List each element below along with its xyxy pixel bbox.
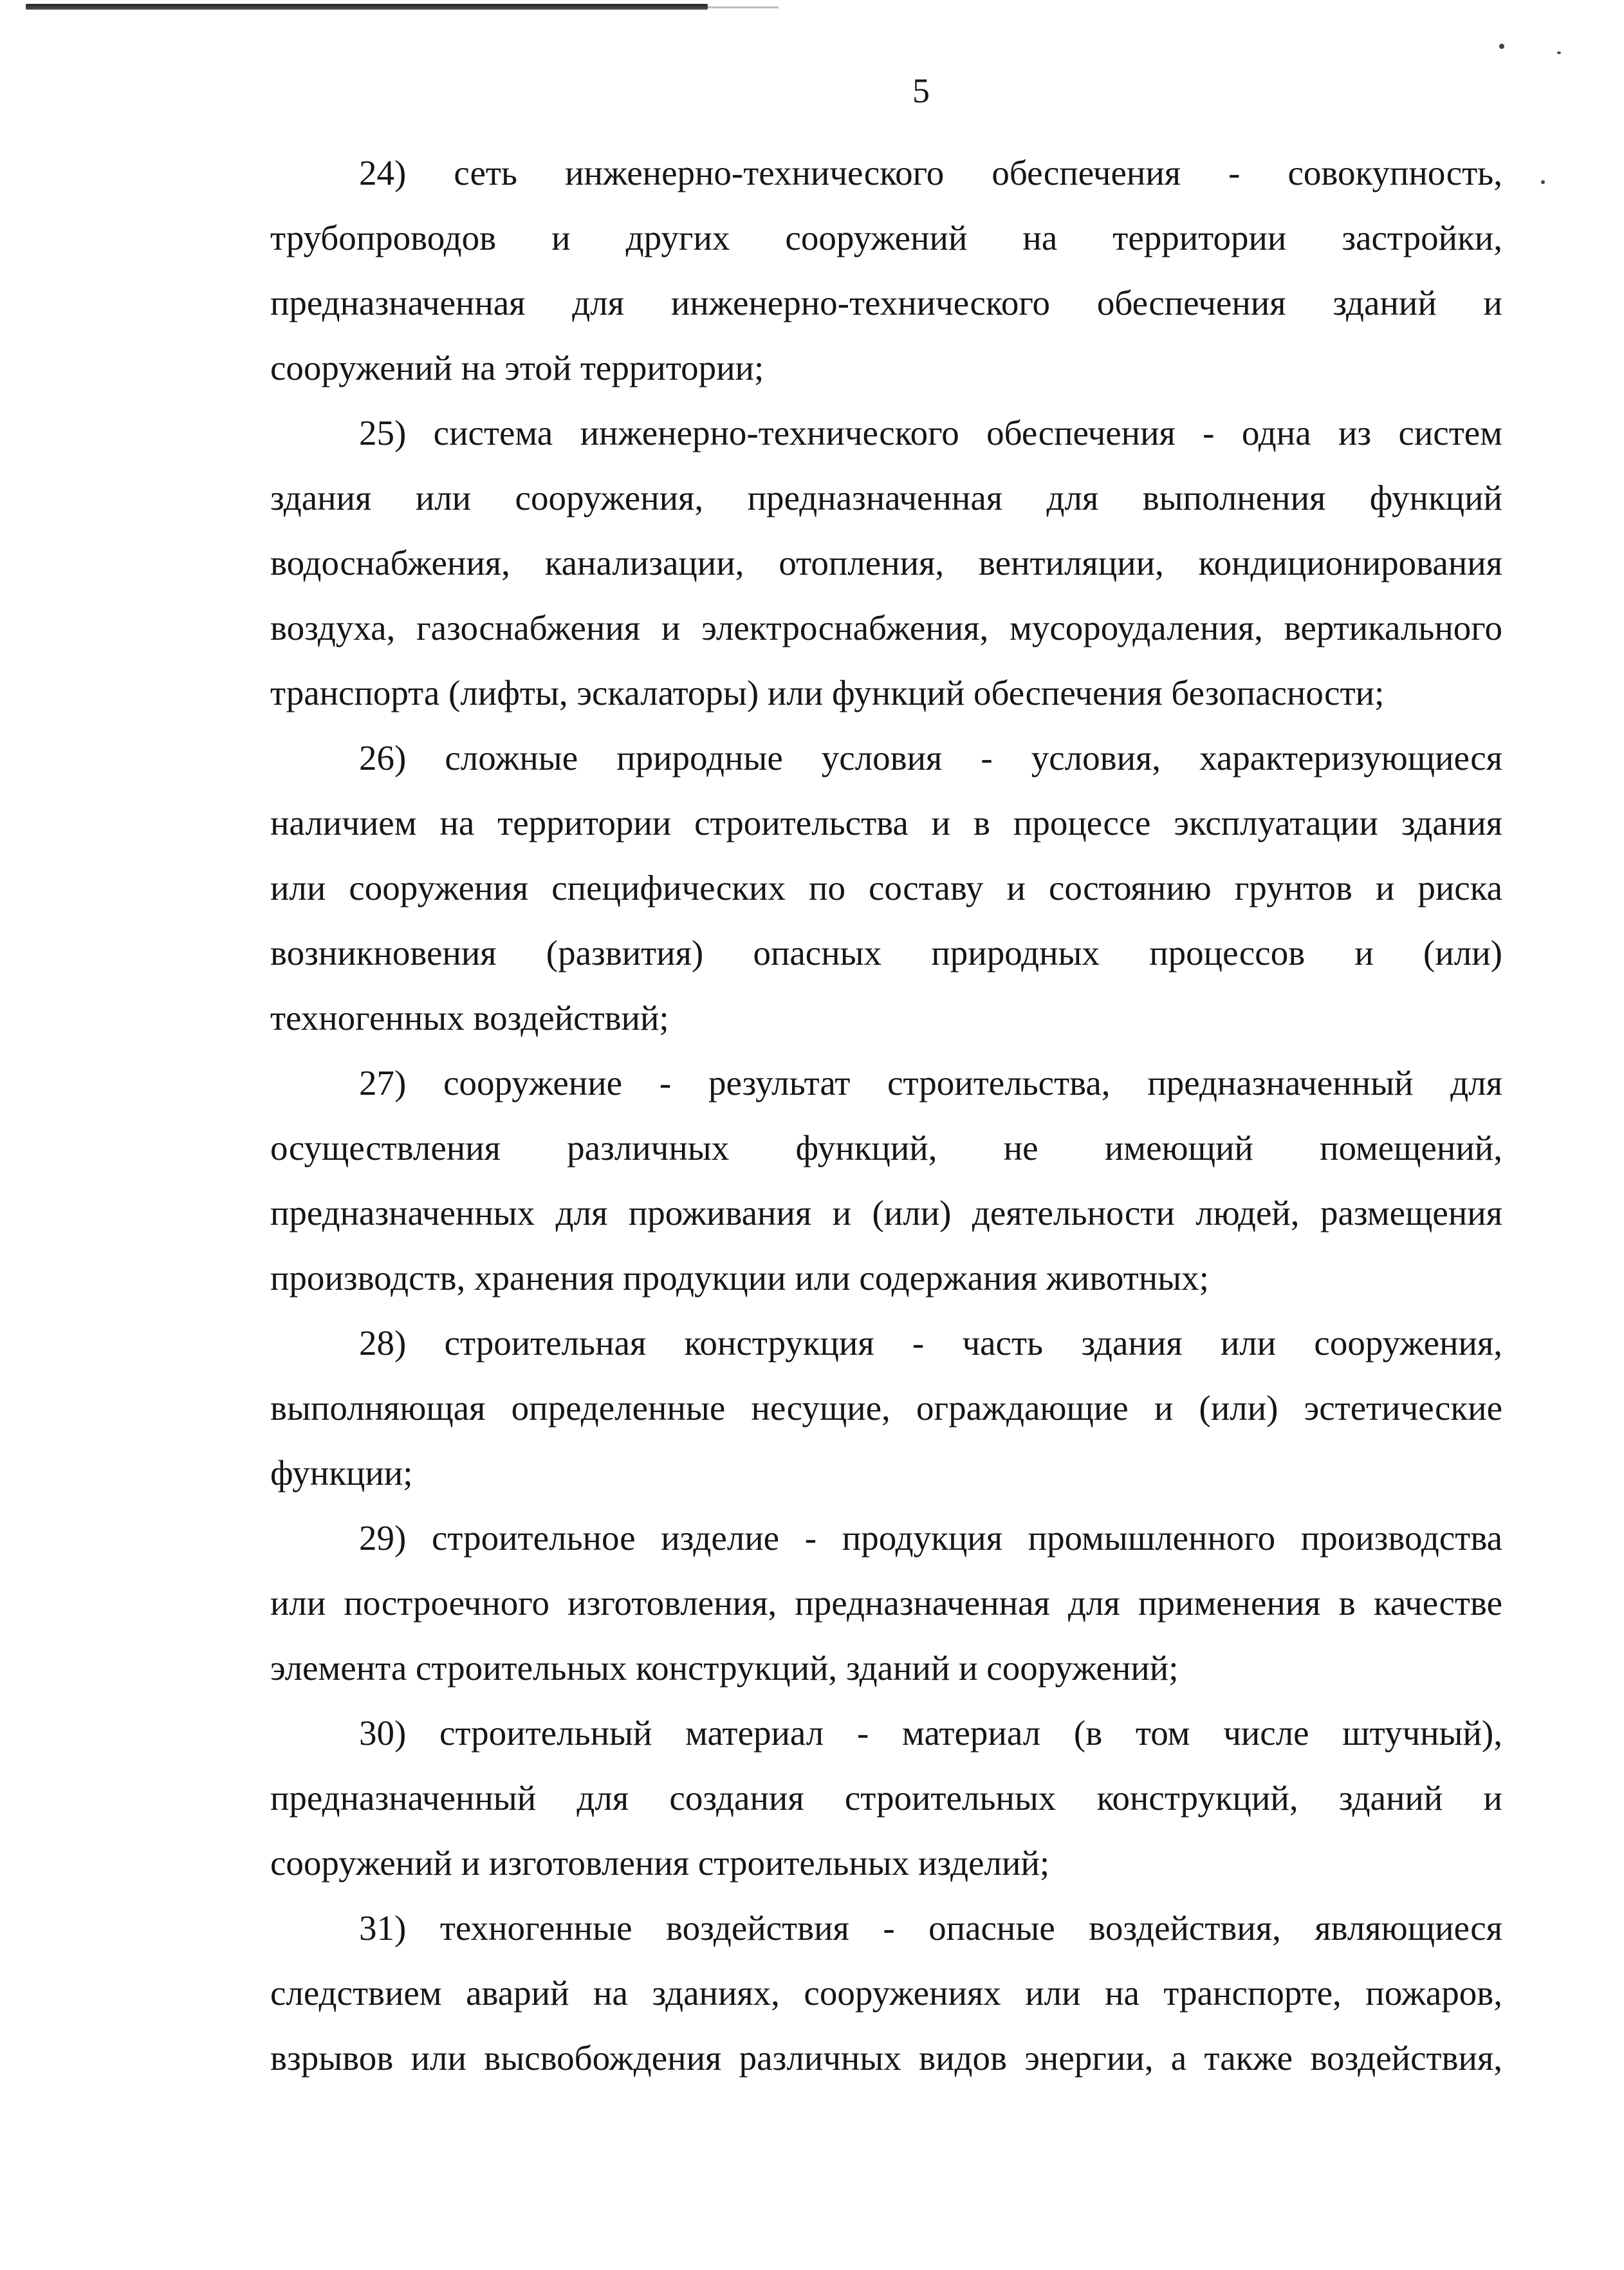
text-line: 28) строительная конструкция - часть здания или сооружения, xyxy=(359,1323,1502,1363)
text-line: транспорта (лифты, эскалаторы) или функций обеспечения безопасности; xyxy=(270,673,1385,712)
text-line: 29) строительное изделие - продукция промышленного производства xyxy=(359,1518,1502,1558)
scan-speck xyxy=(1499,44,1504,49)
text-line: взрывов или высвобождения различных видов энергии, а также воздействия, xyxy=(270,2038,1502,2078)
text-line: сооружений на этой территории; xyxy=(270,348,764,387)
text-line: или сооружения специфических по составу и состоянию грунтов и риска xyxy=(270,868,1502,907)
text-line: функции; xyxy=(270,1453,413,1493)
paragraph xyxy=(270,1050,1502,1310)
scan-speck xyxy=(1541,180,1545,184)
text-line: 26) сложные природные условия - условия, характеризующиеся xyxy=(359,738,1502,777)
text-line: сооружений и изготовления строительных изделий; xyxy=(270,1843,1050,1883)
paragraph xyxy=(270,1895,1502,2090)
paragraph xyxy=(270,1700,1502,1895)
text-line: производств, хранения продукции или содержания животных; xyxy=(270,1258,1209,1298)
scan-edge-rule xyxy=(26,4,708,10)
text-line: или построечного изготовления, предназначенная для применения в качестве xyxy=(270,1583,1502,1623)
text-line: наличием на территории строительства и в процессе эксплуатации здания xyxy=(270,803,1502,842)
paragraph xyxy=(270,400,1502,725)
text-line: 30) строительный материал - материал (в том числе штучный), xyxy=(359,1713,1502,1753)
page-number: 5 xyxy=(912,71,930,110)
paragraph xyxy=(270,140,1502,400)
text-line: элемента строительных конструкций, зданий и сооружений; xyxy=(270,1648,1179,1688)
text-line: предназначенная для инженерно-технического обеспечения зданий и xyxy=(270,283,1502,322)
paragraph xyxy=(270,1310,1502,1505)
text-line: 24) сеть инженерно-технического обеспечения - совокупность, xyxy=(359,153,1502,192)
text-line: техногенных воздействий; xyxy=(270,998,669,1037)
text-line: выполняющая определенные несущие, ограждающие и (или) эстетические xyxy=(270,1388,1502,1428)
text-line: воздуха, газоснабжения и электроснабжения, мусороудаления, вертикального xyxy=(270,608,1502,647)
text-line: 27) сооружение - результат строительства, предназначенный для xyxy=(359,1063,1502,1102)
text-line: 25) система инженерно-технического обеспечения - одна из систем xyxy=(359,413,1502,452)
document-body xyxy=(270,140,1502,2090)
scan-edge-rule-faint xyxy=(708,6,779,8)
paragraph xyxy=(270,725,1502,1050)
text-line: возникновения (развития) опасных природных процессов и (или) xyxy=(270,933,1502,972)
scan-speck xyxy=(1557,51,1561,54)
text-line: водоснабжения, канализации, отопления, вентиляции, кондиционирования xyxy=(270,543,1502,582)
text-line: следствием аварий на зданиях, сооружениях или на транспорте, пожаров, xyxy=(270,1973,1502,2013)
text-line: 31) техногенные воздействия - опасные воздействия, являющиеся xyxy=(359,1908,1502,1948)
text-line: предназначенный для создания строительных конструкций, зданий и xyxy=(270,1778,1502,1818)
text-line: трубопроводов и других сооружений на территории застройки, xyxy=(270,218,1502,257)
text-line: здания или сооружения, предназначенная для выполнения функций xyxy=(270,478,1502,517)
paragraph xyxy=(270,1505,1502,1700)
text-line: осуществления различных функций, не имеющий помещений, xyxy=(270,1128,1502,1168)
text-line: предназначенных для проживания и (или) деятельности людей, размещения xyxy=(270,1193,1502,1233)
